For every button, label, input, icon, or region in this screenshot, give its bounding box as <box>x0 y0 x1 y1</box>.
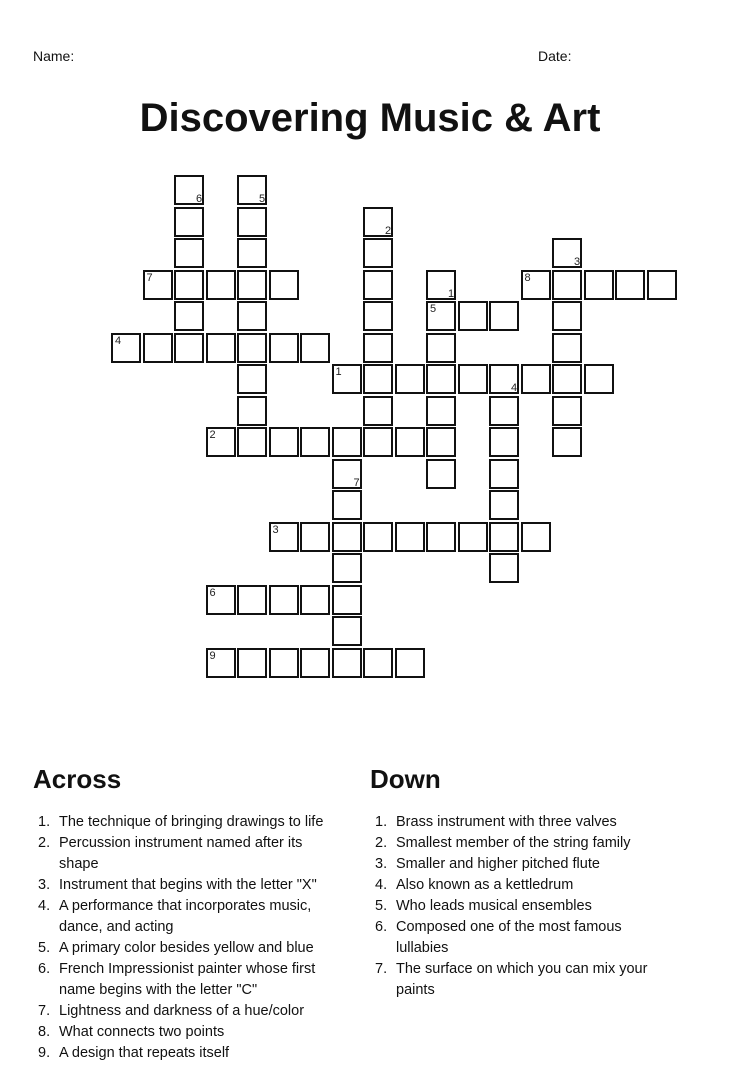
grid-number: 6 <box>209 586 216 599</box>
grid-number: 7 <box>353 476 360 489</box>
clue-item <box>33 1022 338 1043</box>
clue-number: 3. <box>375 856 388 872</box>
grid-cell[interactable] <box>332 553 362 583</box>
grid-cell[interactable] <box>174 301 204 331</box>
clue-number: 7. <box>375 961 388 977</box>
clue-item <box>33 1043 338 1064</box>
grid-number: 8 <box>524 271 531 284</box>
grid-cell[interactable] <box>269 333 299 363</box>
across-clue-list <box>33 812 338 1064</box>
grid-number: 7 <box>146 271 153 284</box>
clue-text: Smaller and higher pitched flute <box>396 856 600 872</box>
clue-item <box>370 959 670 1001</box>
grid-cell[interactable] <box>237 585 267 615</box>
clue-text: What connects two points <box>59 1024 225 1040</box>
grid-cell[interactable] <box>237 207 267 237</box>
clue-number: 1. <box>375 814 388 830</box>
grid-cell[interactable] <box>426 364 456 394</box>
clue-item <box>33 875 338 896</box>
grid-cell[interactable] <box>584 364 614 394</box>
grid-cell[interactable] <box>363 333 393 363</box>
clue-number: 4. <box>375 877 388 893</box>
grid-cell[interactable] <box>489 490 519 520</box>
grid-cell[interactable] <box>521 522 551 552</box>
clue-number: 3. <box>38 877 51 893</box>
grid-cell[interactable] <box>458 522 488 552</box>
grid-cell[interactable] <box>458 364 488 394</box>
clue-text: Lightness and darkness of a hue/color <box>59 1003 305 1019</box>
grid-cell[interactable] <box>174 207 204 237</box>
clue-item <box>370 896 670 917</box>
clue-text: French Impressionist painter whose first name begins with the letter "C" <box>59 961 316 998</box>
grid-number: 1 <box>335 366 342 378</box>
clue-number: 7. <box>38 1003 51 1019</box>
clue-item <box>370 812 670 833</box>
grid-number: 2 <box>385 224 392 237</box>
clue-number: 1. <box>38 814 51 830</box>
clue-number: 2. <box>375 835 388 851</box>
grid-cell[interactable] <box>363 238 393 268</box>
clue-text: Smallest member of the string family <box>396 835 631 851</box>
grid-cell[interactable] <box>584 270 614 300</box>
grid-cell[interactable] <box>363 364 393 394</box>
grid-cell[interactable] <box>363 522 393 552</box>
clue-number: 5. <box>38 940 51 956</box>
grid-cell[interactable] <box>426 333 456 363</box>
grid-cell[interactable] <box>143 333 173 363</box>
grid-cell[interactable] <box>426 427 456 457</box>
grid-cell[interactable] <box>269 648 299 678</box>
grid-cell[interactable] <box>395 522 425 552</box>
grid-number: 6 <box>196 193 203 205</box>
grid-cell[interactable] <box>237 333 267 363</box>
clue-number: 4. <box>38 898 51 914</box>
grid-number: 3 <box>272 523 279 536</box>
down-clue-list <box>370 812 670 1001</box>
grid-cell[interactable] <box>552 396 582 426</box>
grid-cell[interactable] <box>237 427 267 457</box>
grid-cell[interactable] <box>174 270 204 300</box>
clue-text: Percussion instrument named after its shape <box>59 835 303 872</box>
grid-cell[interactable] <box>395 427 425 457</box>
grid-cell[interactable] <box>489 301 519 331</box>
clue-text: The technique of bringing drawings to life <box>59 814 324 830</box>
grid-cell[interactable] <box>206 270 236 300</box>
grid-cell[interactable] <box>363 427 393 457</box>
grid-cell[interactable] <box>615 270 645 300</box>
grid-cell[interactable] <box>237 648 267 678</box>
clue-number: 6. <box>375 919 388 935</box>
grid-cell[interactable] <box>269 585 299 615</box>
grid-cell[interactable] <box>300 522 330 552</box>
clue-number: 6. <box>38 961 51 977</box>
grid-number: 9 <box>209 649 216 662</box>
grid-cell[interactable] <box>174 333 204 363</box>
grid-number: 2 <box>209 429 216 441</box>
grid-cell[interactable] <box>237 301 267 331</box>
clue-item <box>370 917 670 959</box>
grid-cell[interactable] <box>332 490 362 520</box>
clue-item <box>370 875 670 896</box>
grid-cell[interactable] <box>489 427 519 457</box>
grid-cell[interactable] <box>552 270 582 300</box>
clue-text: Who leads musical ensembles <box>396 898 592 914</box>
grid-number: 5 <box>259 193 266 205</box>
clue-text: Instrument that begins with the letter "X" <box>59 877 317 893</box>
grid-cell[interactable] <box>521 364 551 394</box>
grid-cell[interactable] <box>489 459 519 489</box>
grid-cell[interactable] <box>269 270 299 300</box>
grid-cell[interactable] <box>552 333 582 363</box>
grid-cell[interactable] <box>395 648 425 678</box>
clue-text: The surface on which you can mix your paints <box>396 961 648 998</box>
across-heading: Across <box>33 764 122 794</box>
grid-number: 3 <box>574 256 581 268</box>
clue-item <box>33 896 338 938</box>
grid-cell[interactable] <box>395 364 425 394</box>
grid-cell[interactable] <box>269 427 299 457</box>
clue-text: A performance that incorporates music, dance, and acting <box>59 898 312 935</box>
grid-cell[interactable] <box>426 396 456 426</box>
grid-cell[interactable] <box>237 270 267 300</box>
grid-cell[interactable] <box>489 553 519 583</box>
grid-cell[interactable] <box>332 585 362 615</box>
grid-cell[interactable] <box>300 333 330 363</box>
grid-cell[interactable] <box>237 364 267 394</box>
grid-cell[interactable] <box>363 301 393 331</box>
grid-cell[interactable] <box>426 459 456 489</box>
clue-item <box>370 833 670 854</box>
clue-item <box>33 938 338 959</box>
grid-cell[interactable] <box>332 522 362 552</box>
grid-cell[interactable] <box>300 648 330 678</box>
grid-cell[interactable] <box>363 648 393 678</box>
grid-number: 4 <box>115 334 122 347</box>
grid-number: 5 <box>430 303 437 315</box>
grid-cell[interactable] <box>489 522 519 552</box>
grid-cell[interactable] <box>332 616 362 646</box>
grid-cell[interactable] <box>552 301 582 331</box>
date-label: Date: <box>538 48 572 64</box>
grid-cell[interactable] <box>552 364 582 394</box>
grid-cell[interactable] <box>174 238 204 268</box>
clue-item <box>33 1001 338 1022</box>
grid-cell[interactable] <box>237 238 267 268</box>
clue-text: Also known as a kettledrum <box>396 877 574 893</box>
grid-number: 4 <box>511 382 518 394</box>
clue-text: A primary color besides yellow and blue <box>59 940 314 956</box>
grid-cell[interactable] <box>552 427 582 457</box>
grid-cell[interactable] <box>489 396 519 426</box>
grid-cell[interactable] <box>332 427 362 457</box>
grid-cell[interactable] <box>300 585 330 615</box>
clue-text: A design that repeats itself <box>59 1045 230 1061</box>
down-heading: Down <box>370 764 441 794</box>
clue-item <box>33 833 338 875</box>
clue-number: 2. <box>38 835 51 851</box>
name-label: Name: <box>33 48 75 64</box>
grid-cell[interactable] <box>647 270 677 300</box>
grid-cell[interactable] <box>363 396 393 426</box>
clue-item <box>370 854 670 875</box>
clue-number: 5. <box>375 898 388 914</box>
grid-cell[interactable] <box>426 522 456 552</box>
grid-cell[interactable] <box>332 648 362 678</box>
grid-cell[interactable] <box>363 270 393 300</box>
grid-cell[interactable] <box>237 396 267 426</box>
grid-cell[interactable] <box>206 333 236 363</box>
page-title: Discovering Music & Art <box>139 96 601 140</box>
grid-number: 1 <box>448 287 455 300</box>
clue-text: Brass instrument with three valves <box>396 814 617 830</box>
clue-item <box>33 812 338 833</box>
grid-cell[interactable] <box>300 427 330 457</box>
clue-text: Composed one of the most famous lullabies <box>396 919 622 956</box>
clue-item <box>33 959 338 1001</box>
clue-number: 9. <box>38 1045 51 1061</box>
grid-cell[interactable] <box>458 301 488 331</box>
clue-number: 8. <box>38 1024 51 1040</box>
